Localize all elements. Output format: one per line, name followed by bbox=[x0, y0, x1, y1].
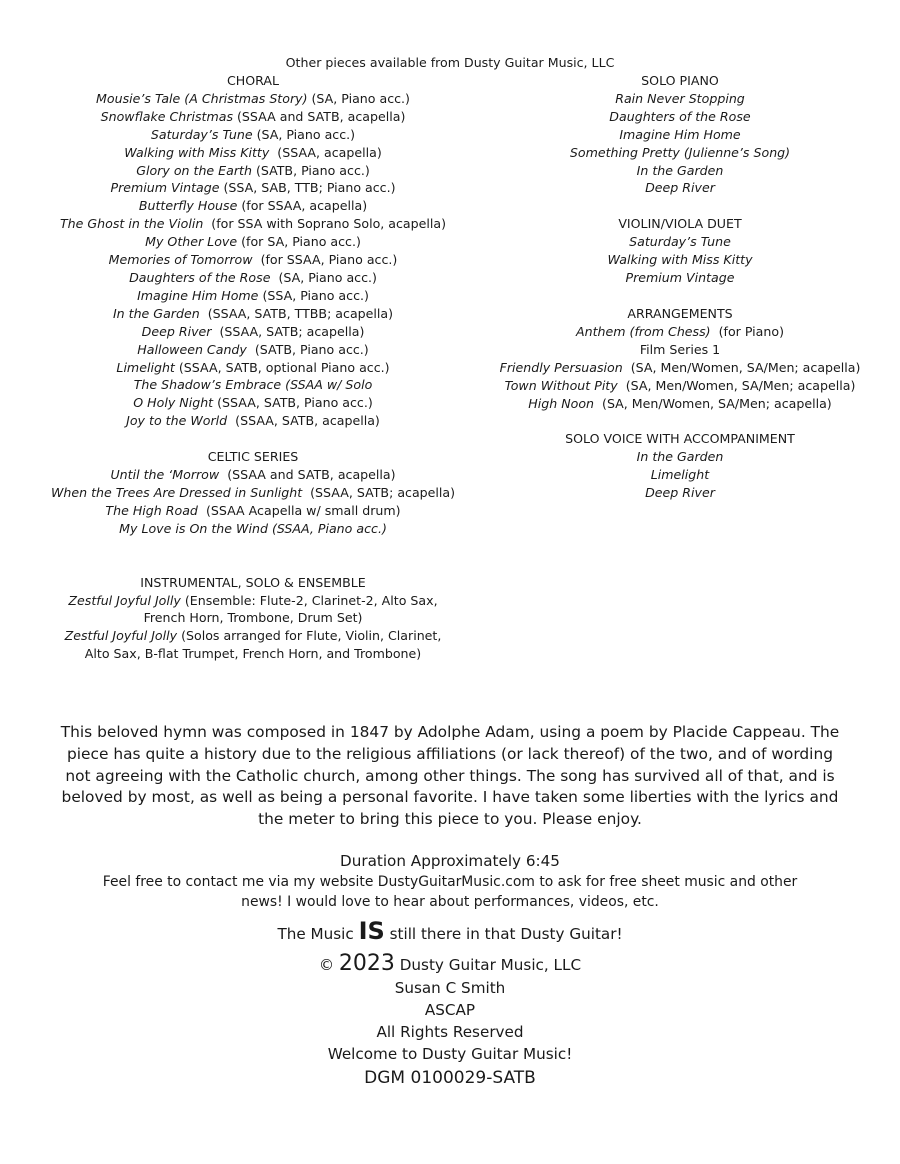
piece-title: Daughters of the Rose bbox=[609, 108, 751, 124]
tagline-emphasis: IS bbox=[358, 917, 385, 945]
section-celtic bbox=[40, 448, 466, 538]
piece-details: (for SSAA, Piano acc.) bbox=[252, 252, 398, 268]
section-heading-celtic: CELTIC SERIES bbox=[207, 449, 299, 465]
instrumental-item bbox=[40, 609, 466, 627]
choral-item bbox=[40, 412, 466, 430]
piece-details: (SSAA, SATB; acapella) bbox=[211, 323, 365, 339]
piece-title: In the Garden bbox=[636, 449, 724, 465]
piece-title: Imagine Him Home bbox=[137, 287, 259, 303]
piece-title: Until the ‘Morrow bbox=[110, 467, 220, 483]
piece-details: Film Series 1 bbox=[639, 341, 721, 357]
piece-details: (for SSAA, acapella) bbox=[237, 198, 368, 214]
piece-title: Rain Never Stopping bbox=[615, 90, 745, 106]
welcome-message: Welcome to Dusty Guitar Music! bbox=[327, 1044, 573, 1063]
left-column bbox=[40, 72, 466, 663]
piece-title: Deep River bbox=[141, 323, 212, 339]
choral-item bbox=[40, 162, 466, 180]
piece-title: Deep River bbox=[645, 180, 715, 196]
choral-item bbox=[40, 376, 466, 394]
contact-line: news! I would love to hear about performances, videos, etc. bbox=[241, 893, 659, 910]
tagline-after: still there in that Dusty Guitar! bbox=[384, 925, 623, 943]
piece-details: (SA, Men/Women, SA/Men; acapella) bbox=[594, 395, 832, 411]
piece-details: (SSAA and SATB, acapella) bbox=[233, 108, 406, 124]
choral-item bbox=[40, 305, 466, 323]
contact-paragraph bbox=[80, 873, 820, 913]
credits-block bbox=[0, 978, 900, 1066]
section-solo-voice bbox=[480, 430, 880, 502]
rights-statement: All Rights Reserved bbox=[376, 1022, 524, 1041]
instrumental-item bbox=[40, 592, 466, 610]
about-line: piece has quite a history due to the religious affiliations (or lack thereof) of the two, and of wording bbox=[67, 744, 833, 763]
piece-details: (SATB, Piano acc.) bbox=[246, 341, 369, 357]
piece-details: (SSAA Acapella w/ small drum) bbox=[197, 502, 401, 518]
solo-voice-item bbox=[480, 466, 880, 484]
piece-title: Limelight bbox=[116, 359, 175, 375]
piece-title: Something Pretty (Julienne’s Song) bbox=[569, 144, 791, 160]
choral-item bbox=[40, 269, 466, 287]
choral-item bbox=[40, 144, 466, 162]
piece-title: Premium Vintage bbox=[110, 180, 220, 196]
piece-title: Butterfly House bbox=[138, 198, 238, 214]
piece-details: (for Piano) bbox=[710, 323, 784, 339]
piece-details: (SSAA, SATB, TTBB; acapella) bbox=[199, 305, 394, 321]
solo-piano-item bbox=[480, 144, 880, 162]
solo-voice-item bbox=[480, 484, 880, 502]
section-arrangements bbox=[480, 305, 880, 412]
piece-details: (SSAA, SATB; acapella) bbox=[302, 484, 456, 500]
piece-title: Zestful Joyful Jolly bbox=[68, 592, 181, 608]
piece-details: (SA, Men/Women, SA/Men; acapella) bbox=[622, 359, 861, 375]
about-line: This beloved hymn was composed in 1847 by Adolphe Adam, using a poem by Placide Cappeau. The bbox=[60, 723, 840, 741]
choral-item bbox=[40, 359, 466, 377]
choral-item bbox=[40, 287, 466, 305]
piece-details: Alto Sax, B-flat Trumpet, French Horn, and Trombone) bbox=[84, 646, 422, 662]
piece-title: When the Trees Are Dressed in Sunlight bbox=[50, 484, 303, 500]
piece-title: High Noon bbox=[528, 395, 595, 411]
about-paragraph bbox=[60, 722, 840, 831]
celtic-item bbox=[40, 502, 466, 520]
piece-title: Saturday’s Tune bbox=[629, 234, 731, 250]
piece-title: Walking with Miss Kitty bbox=[607, 252, 753, 268]
choral-item bbox=[40, 233, 466, 251]
instrumental-item bbox=[40, 645, 466, 663]
about-line: beloved by most, as well as being a personal favorite. I have taken some liberties with the lyrics and bbox=[61, 788, 839, 807]
piece-details: (SSAA and SATB, acapella) bbox=[219, 467, 396, 483]
piece-title: Walking with Miss Kitty bbox=[124, 144, 270, 160]
arrangement-item bbox=[480, 395, 880, 413]
piece-details: (Ensemble: Flute-2, Clarinet-2, Alto Sax, bbox=[180, 592, 438, 608]
section-violin-duet bbox=[480, 215, 880, 287]
piece-details: (for SA, Piano acc.) bbox=[237, 234, 361, 250]
piece-title: In the Garden bbox=[636, 162, 724, 178]
piece-title: The Shadow’s Embrace (SSAA w/ Solo bbox=[133, 377, 373, 393]
composer-name: Susan C Smith bbox=[394, 979, 506, 997]
tagline bbox=[0, 916, 900, 949]
piece-title: Zestful Joyful Jolly bbox=[64, 628, 178, 644]
piece-details: (SA, Piano acc.) bbox=[252, 126, 356, 142]
piece-title: Memories of Tomorrow bbox=[108, 252, 253, 268]
celtic-item bbox=[40, 484, 466, 502]
piece-title: O Holy Night bbox=[133, 395, 214, 411]
piece-details: (SATB, Piano acc.) bbox=[251, 162, 370, 178]
choral-item bbox=[40, 197, 466, 215]
piece-details: (SSAA, acapella) bbox=[269, 144, 382, 160]
solo-piano-item bbox=[480, 179, 880, 197]
copyright-year: 2023 bbox=[338, 951, 395, 976]
choral-item bbox=[40, 215, 466, 233]
piece-title: Glory on the Earth bbox=[136, 162, 252, 178]
choral-item bbox=[40, 394, 466, 412]
piece-details: (SSA, SAB, TTB; Piano acc.) bbox=[219, 180, 396, 196]
piece-details: (SSAA, SATB, acapella) bbox=[227, 413, 380, 429]
copyright-owner: Dusty Guitar Music, LLC bbox=[394, 956, 582, 974]
piece-title: Halloween Candy bbox=[137, 341, 247, 357]
piece-title: Anthem (from Chess) bbox=[576, 323, 711, 339]
piece-details: (SSA, Piano acc.) bbox=[258, 287, 369, 303]
piece-title: The High Road bbox=[105, 502, 198, 518]
choral-item bbox=[40, 251, 466, 269]
celtic-item bbox=[40, 466, 466, 484]
catalog-number: DGM 0100029-SATB bbox=[364, 1068, 536, 1088]
section-instrumental bbox=[40, 574, 466, 664]
solo-piano-item bbox=[480, 90, 880, 108]
piece-title: In the Garden bbox=[112, 305, 200, 321]
solo-voice-item bbox=[480, 448, 880, 466]
piece-details: (SA, Piano acc.) bbox=[270, 269, 377, 285]
choral-item bbox=[40, 323, 466, 341]
right-column bbox=[480, 72, 880, 502]
piece-title: Friendly Persuasion bbox=[499, 359, 623, 375]
violin-duet-item bbox=[480, 269, 880, 287]
choral-item bbox=[40, 90, 466, 108]
copyright-symbol: © bbox=[318, 956, 339, 974]
piece-details: French Horn, Trombone, Drum Set) bbox=[143, 610, 363, 626]
piece-title: Mousie’s Tale (A Christmas Story) bbox=[96, 90, 308, 106]
section-heading-violin-duet: VIOLIN/VIOLA DUET bbox=[618, 216, 742, 232]
celtic-item bbox=[40, 520, 466, 538]
piece-title: My Love is On the Wind (SSAA, Piano acc.) bbox=[119, 520, 387, 536]
copyright-line bbox=[0, 950, 900, 979]
instrumental-item bbox=[40, 627, 466, 645]
arrangement-item bbox=[480, 323, 880, 341]
solo-piano-item bbox=[480, 108, 880, 126]
choral-item bbox=[40, 126, 466, 144]
section-heading-choral: CHORAL bbox=[226, 73, 280, 88]
page-header: Other pieces available from Dusty Guitar Music, LLC bbox=[285, 55, 615, 70]
piece-title: Saturday’s Tune bbox=[150, 126, 253, 142]
about-line: not agreeing with the Catholic church, among other things. The song has survived all of that, and is bbox=[65, 766, 835, 785]
piece-title: Premium Vintage bbox=[625, 270, 735, 286]
piece-details: (for SSA with Soprano Solo, acapella) bbox=[203, 216, 447, 232]
section-solo-piano bbox=[480, 72, 880, 197]
piece-details: (Solos arranged for Flute, Violin, Clarinet, bbox=[177, 628, 442, 644]
section-heading-solo-voice: SOLO VOICE WITH ACCOMPANIMENT bbox=[565, 431, 795, 447]
piece-title: Limelight bbox=[650, 467, 710, 483]
piece-title: Deep River bbox=[645, 485, 715, 501]
arrangement-item bbox=[480, 377, 880, 395]
ascap-label: ASCAP bbox=[424, 1000, 476, 1019]
section-choral bbox=[40, 72, 466, 430]
tagline-before: The Music bbox=[277, 925, 359, 943]
piece-title: Snowflake Christmas bbox=[100, 108, 234, 124]
piece-title: Imagine Him Home bbox=[619, 126, 741, 142]
contact-line: Feel free to contact me via my website DustyGuitarMusic.com to ask for free sheet music and other bbox=[102, 874, 798, 890]
piece-details: (SSAA, SATB, Piano acc.) bbox=[213, 395, 373, 411]
piece-details: (SSAA, SATB, optional Piano acc.) bbox=[174, 359, 390, 375]
piece-title: The Ghost in the Violin bbox=[59, 216, 204, 232]
piece-title: Joy to the World bbox=[126, 413, 228, 429]
section-heading-instrumental: INSTRUMENTAL, SOLO & ENSEMBLE bbox=[140, 574, 366, 590]
solo-piano-item bbox=[480, 162, 880, 180]
section-heading-arrangements: ARRANGEMENTS bbox=[627, 305, 733, 321]
violin-duet-item bbox=[480, 251, 880, 269]
piece-title: Town Without Pity bbox=[504, 377, 618, 393]
piece-details: (SA, Men/Women, SA/Men; acapella) bbox=[617, 377, 856, 393]
piece-title: My Other Love bbox=[145, 234, 238, 250]
arrangement-item bbox=[480, 341, 880, 359]
choral-item bbox=[40, 108, 466, 126]
piece-title: Daughters of the Rose bbox=[129, 269, 271, 285]
choral-item bbox=[40, 341, 466, 359]
piece-details: (SA, Piano acc.) bbox=[307, 90, 410, 106]
section-heading-solo-piano: SOLO PIANO bbox=[641, 73, 719, 88]
about-line: the meter to bring this piece to you. Please enjoy. bbox=[258, 810, 642, 829]
choral-item bbox=[40, 179, 466, 197]
solo-piano-item bbox=[480, 126, 880, 144]
duration-text: Duration Approximately 6:45 bbox=[340, 852, 560, 870]
arrangement-item bbox=[480, 359, 880, 377]
violin-duet-item bbox=[480, 233, 880, 251]
